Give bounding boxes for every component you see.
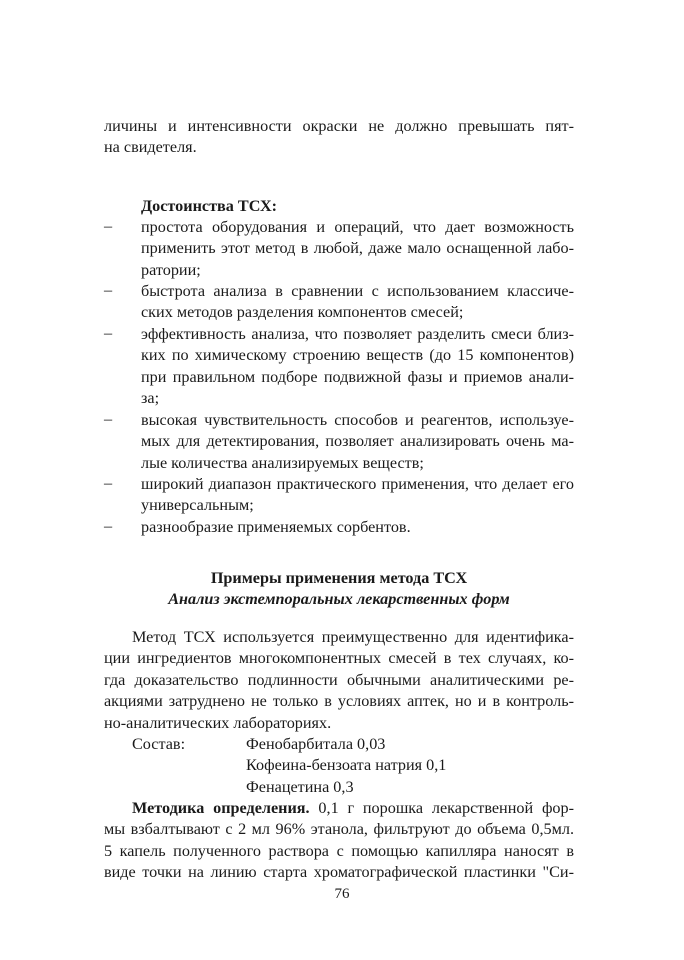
text-line: широкий диапазон практического применения, что делает его bbox=[141, 475, 574, 493]
list-dash: – bbox=[104, 217, 113, 235]
document-page bbox=[104, 0, 574, 960]
text-line: разнообразие применяемых сорбентов. bbox=[141, 518, 411, 536]
text-line: мы взбалтывают с 2 мл 96% этанола, фильтруют до объема 0,5мл. bbox=[104, 820, 574, 839]
text-line: высокая чувствительность способов и реагентов, используе- bbox=[141, 411, 574, 429]
composition-label: Состав: bbox=[132, 735, 186, 753]
composition-item: Кофеина-бензоата натрия 0,1 bbox=[246, 756, 447, 775]
method-text: 0,1 г порошка лекарственной фор- bbox=[318, 799, 574, 817]
text-line: акциями затруднено не только в условиях аптек, но и в контроль- bbox=[104, 692, 574, 711]
text-line: лые количества анализируемых веществ; bbox=[141, 453, 424, 472]
text-line: применить этот метод в любой, даже мало оснащенной лабо- bbox=[141, 239, 574, 258]
text-line: ратории; bbox=[141, 260, 201, 279]
page-number: 76 bbox=[334, 886, 350, 902]
text-line: эффективность анализа, что позволяет разделить смеси близ- bbox=[141, 325, 574, 343]
text-line: на свидетеля. bbox=[104, 138, 197, 157]
continuation-paragraph bbox=[104, 116, 574, 159]
list-dash: – bbox=[104, 474, 113, 492]
text-line: Метод ТСХ используется преимущественно для идентифика- bbox=[132, 628, 574, 646]
composition-item: Фенацетина 0,3 bbox=[246, 777, 354, 796]
list-dash: – bbox=[104, 281, 113, 299]
list-dash: – bbox=[104, 517, 113, 535]
composition-item: Фенобарбитала 0,03 bbox=[246, 735, 386, 753]
text-line: ких по химическому строению веществ (до 15 компонентов) bbox=[141, 346, 574, 365]
text-line: виде точки на линию старта хроматографической пластинки "Си- bbox=[104, 863, 574, 882]
list-dash: – bbox=[104, 324, 113, 342]
section-title: Примеры применения метода ТСХ bbox=[210, 569, 468, 587]
composition bbox=[104, 734, 574, 798]
text-line: но-аналитических лабораториях. bbox=[104, 713, 332, 732]
advantages-heading: Достоинства ТСХ: bbox=[141, 197, 278, 215]
text-line: ции ингредиентов многокомпонентных смесей в тех случаях, ко- bbox=[104, 649, 574, 668]
text-line bbox=[104, 798, 574, 819]
text-line: 5 капель полученного раствора с помощью капилляра наносят в bbox=[104, 841, 574, 860]
list-dash: – bbox=[104, 410, 113, 428]
text-line: быстрота анализа в сравнении с использованием классиче- bbox=[141, 282, 574, 300]
text-line: гда доказательство подлинности обычными аналитическими ре- bbox=[104, 670, 574, 689]
text-line: универсальным; bbox=[141, 496, 254, 515]
method-label: Методика определения. bbox=[132, 799, 310, 817]
section-subtitle: Анализ экстемпоральных лекарственных форм bbox=[168, 590, 510, 608]
text-line: ских методов разделения компонентов смесей; bbox=[141, 303, 464, 322]
text-line: за; bbox=[141, 389, 160, 408]
text-line: личины и интенсивности окраски не должно превышать пят- bbox=[104, 117, 574, 135]
intro-paragraph bbox=[104, 627, 574, 734]
text-line: простота оборудования и операций, что дает возможность bbox=[141, 218, 574, 236]
text-line: мых для детектирования, позволяет анализировать очень ма- bbox=[141, 432, 574, 451]
method-paragraph bbox=[104, 798, 574, 884]
text-line: при правильном подборе подвижной фазы и приемов анали- bbox=[141, 367, 574, 386]
